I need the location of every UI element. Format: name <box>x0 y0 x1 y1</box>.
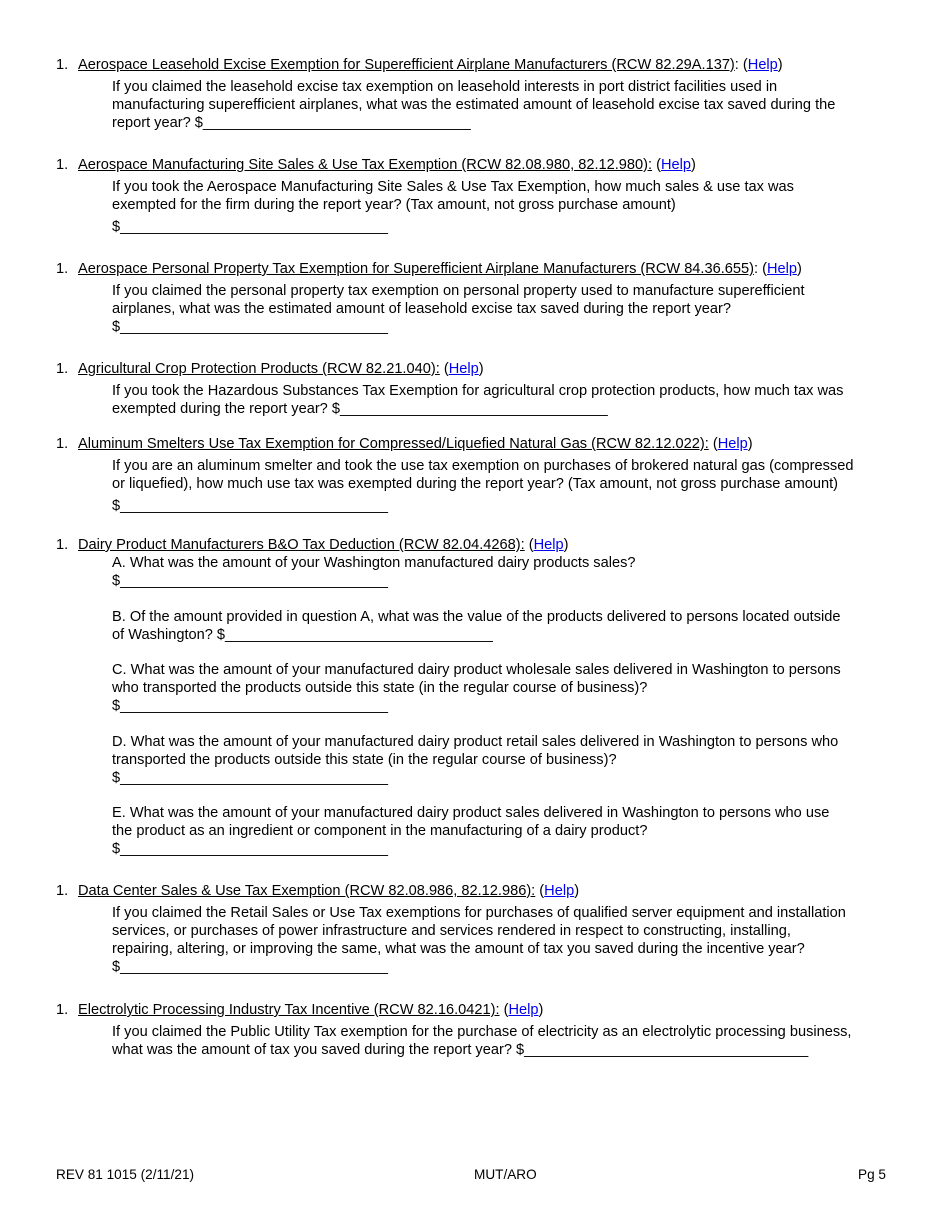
footer-center: MUT/ARO <box>474 1167 537 1182</box>
item-number: 1. <box>56 883 69 899</box>
item-number: 1. <box>56 537 69 553</box>
help-link[interactable]: Help <box>544 883 575 899</box>
section-title-text: Aerospace Manufacturing Site Sales & Use Tax Exemption (RCW 82.08.980, 82.12.980): <box>78 157 653 173</box>
section-title-text: Dairy Product Manufacturers B&O Tax Deduction (RCW 82.04.4268): <box>78 537 525 553</box>
section-body <box>112 282 904 336</box>
section-title: Electrolytic Processing Industry Tax Incentive (RCW 82.16.0421): (Help) <box>78 1002 544 1018</box>
question-text: transported the products outside this state (in the regular course of business)? <box>112 752 617 768</box>
section-title: Aerospace Personal Property Tax Exemption for Superefficient Airplane Manufacturers (RCW 84.36.655): (Help) <box>78 261 802 277</box>
question-text: who transported the products outside this state (in the regular course of business)? <box>112 680 648 696</box>
body-line: manufacturing superefficient airplanes, what was the estimated amount of leasehold excise tax saved during the <box>112 97 836 113</box>
answer-line: $_________________________________ <box>112 698 388 714</box>
item-number: 1. <box>56 361 69 377</box>
answer-line: report year? $_________________________________ <box>112 115 471 131</box>
body-line: or liquefied), how much use tax was exempted during the report year? (Tax amount, not gross purchase amount) <box>112 476 839 492</box>
section-title: Dairy Product Manufacturers B&O Tax Deduction (RCW 82.04.4268): (Help) <box>78 537 569 553</box>
answer-line: $_________________________________ <box>112 219 388 235</box>
answer-line: of Washington? $_________________________________ <box>112 627 493 643</box>
question-text: E. What was the amount of your manufactured dairy product sales delivered in Washington to persons who use <box>112 805 830 821</box>
section-body <box>112 457 904 515</box>
footer-page-number: Pg 5 <box>858 1167 886 1182</box>
section-title-text: Aerospace Personal Property Tax Exemption for Superefficient Airplane Manufacturers (RCW 84.36.655) <box>78 261 754 277</box>
question-b <box>112 608 904 644</box>
answer-line: $_________________________________ <box>112 841 388 857</box>
item-number: 1. <box>56 157 69 173</box>
section-body <box>112 178 904 236</box>
section-title: Aluminum Smelters Use Tax Exemption for Compressed/Liquefied Natural Gas (RCW 82.12.022): (Help) <box>78 436 753 452</box>
section-body <box>112 904 904 976</box>
body-line: If you claimed the personal property tax exemption on personal property used to manufacture superefficient <box>112 283 805 299</box>
help-link[interactable]: Help <box>717 436 748 452</box>
section-title-text: Electrolytic Processing Industry Tax Incentive (RCW 82.16.0421): <box>78 1002 500 1018</box>
section-title-text: Aluminum Smelters Use Tax Exemption for Compressed/Liquefied Natural Gas (RCW 82.12.022): <box>78 436 709 452</box>
question-text: D. What was the amount of your manufactured dairy product retail sales delivered in Washington to persons who <box>112 734 839 750</box>
section-title-text: Agricultural Crop Protection Products (RCW 82.21.040): <box>78 361 440 377</box>
section-title-text: Aerospace Leasehold Excise Exemption for Superefficient Airplane Manufacturers (RCW 82.29A.137) <box>78 57 735 73</box>
help-link[interactable]: Help <box>448 361 479 377</box>
section-title: Aerospace Leasehold Excise Exemption for Superefficient Airplane Manufacturers (RCW 82.29A.137): (Help) <box>78 57 783 73</box>
body-line: If you claimed the Retail Sales or Use Tax exemptions for purchases of qualified server equipment and installation <box>112 905 846 921</box>
item-number: 1. <box>56 1002 69 1018</box>
help-link[interactable]: Help <box>766 261 797 277</box>
help-link[interactable]: Help <box>747 57 778 73</box>
answer-line: what was the amount of tax you saved during the report year? $___________________________________ <box>112 1042 809 1058</box>
body-line: If you claimed the leasehold excise tax exemption on leasehold interests in port district facilities used in <box>112 79 778 95</box>
item-number: 1. <box>56 261 69 277</box>
section-title-text: Data Center Sales & Use Tax Exemption (RCW 82.08.986, 82.12.986): <box>78 883 536 899</box>
body-line: If you are an aluminum smelter and took the use tax exemption on purchases of brokered natural gas (compressed <box>112 458 854 474</box>
body-line: If you took the Hazardous Substances Tax Exemption for agricultural crop protection products, how much tax was <box>112 383 844 399</box>
body-line: repairing, altering, or improving the same, what was the amount of tax you saved during the incentive year? <box>112 941 805 957</box>
question-d <box>112 733 904 787</box>
help-link[interactable]: Help <box>508 1002 539 1018</box>
section-body <box>112 382 904 418</box>
question-c <box>112 661 904 715</box>
body-line: exempted for the firm during the report year? (Tax amount, not gross purchase amount) <box>112 197 676 213</box>
item-number: 1. <box>56 436 69 452</box>
section-body <box>112 1023 904 1059</box>
answer-line: $_________________________________ <box>112 498 388 514</box>
item-number: 1. <box>56 57 69 73</box>
answer-line: $_________________________________ <box>112 959 388 975</box>
help-link[interactable]: Help <box>533 537 564 553</box>
question-text: C. What was the amount of your manufactured dairy product wholesale sales delivered in Washington to persons <box>112 662 841 678</box>
question-a <box>112 554 904 590</box>
help-link[interactable]: Help <box>660 157 691 173</box>
body-line: airplanes, what was the estimated amount of leasehold excise tax saved during the report year? <box>112 301 731 317</box>
question-text: A. What was the amount of your Washington manufactured dairy products sales? <box>112 555 636 571</box>
section-body <box>112 78 904 132</box>
body-line: If you took the Aerospace Manufacturing Site Sales & Use Tax Exemption, how much sales & use tax was <box>112 179 794 195</box>
section-title: Agricultural Crop Protection Products (RCW 82.21.040): (Help) <box>78 361 484 377</box>
body-line: If you claimed the Public Utility Tax exemption for the purchase of electricity as an electrolytic processing business, <box>112 1024 852 1040</box>
answer-line: exempted during the report year? $_________________________________ <box>112 401 608 417</box>
question-text: B. Of the amount provided in question A, what was the value of the products delivered to persons located outside <box>112 609 841 625</box>
answer-line: $_________________________________ <box>112 319 388 335</box>
section-title: Aerospace Manufacturing Site Sales & Use Tax Exemption (RCW 82.08.980, 82.12.980): (Help) <box>78 157 696 173</box>
answer-line: $_________________________________ <box>112 770 388 786</box>
footer-form-id: REV 81 1015 (2/11/21) <box>56 1167 195 1182</box>
question-e <box>112 804 904 858</box>
answer-line: $_________________________________ <box>112 573 388 589</box>
body-line: services, or purchases of power infrastructure and services rendered in respect to constructing, installing, <box>112 923 791 939</box>
question-text: the product as an ingredient or component in the manufacturing of a dairy product? <box>112 823 648 839</box>
section-title: Data Center Sales & Use Tax Exemption (RCW 82.08.986, 82.12.986): (Help) <box>78 883 580 899</box>
